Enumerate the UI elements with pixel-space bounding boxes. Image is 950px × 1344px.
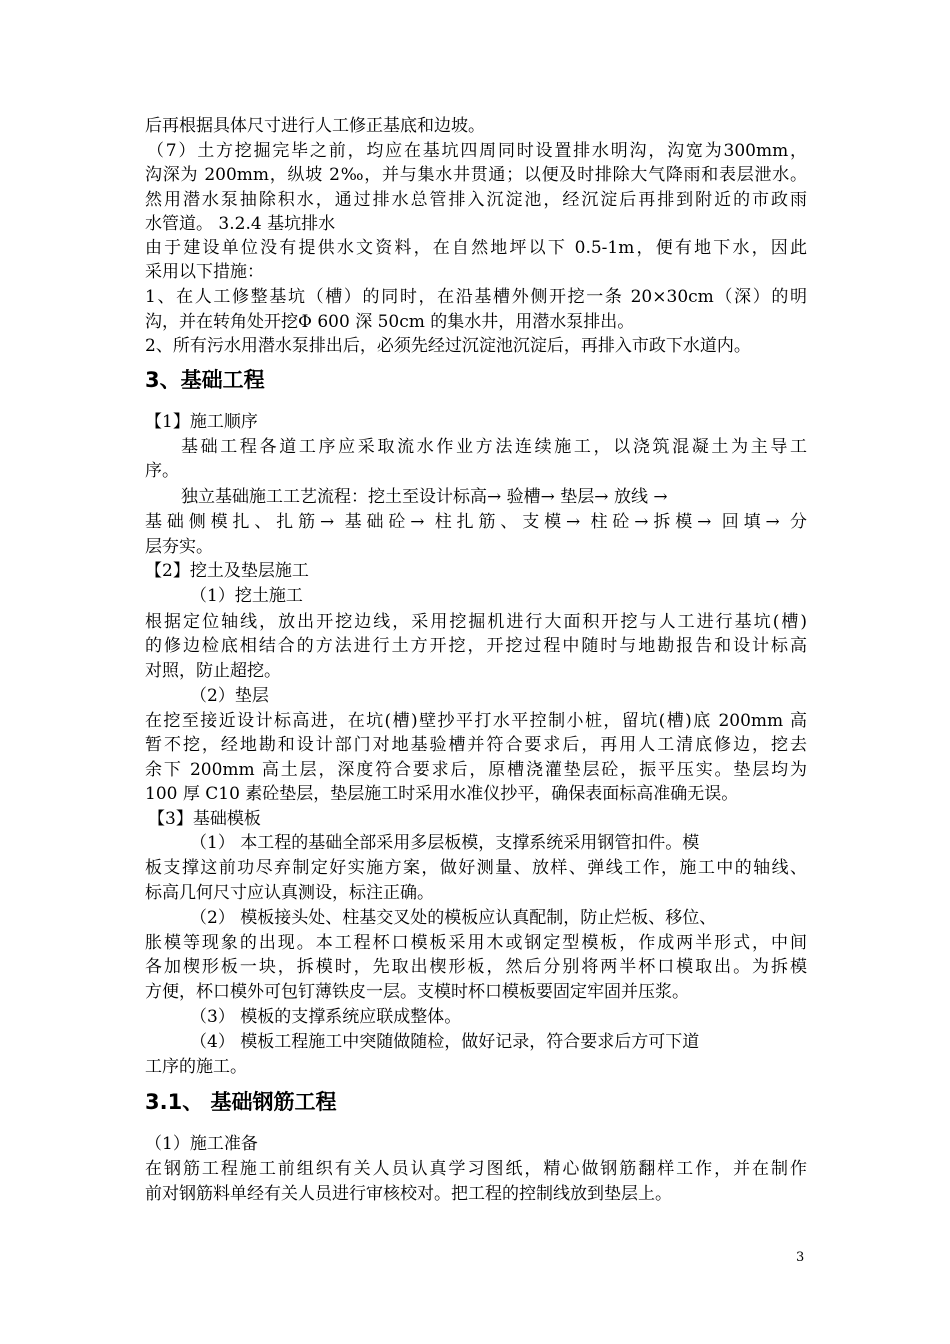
text-line: 层夯实。 — [145, 537, 213, 557]
text-line: 余下 200mm 高土层，深度符合要求后，原槽浇灌垫层砼，振平压实。垫层均为 — [145, 760, 807, 780]
text-line: （4） 模板工程施工中突随做随检，做好记录，符合要求后方可下道 — [190, 1032, 700, 1052]
text-line: 根据定位轴线，放出开挖边线，采用挖掘机进行大面积开挖与人工进行基坑(槽) — [145, 612, 807, 632]
text-line: 后再根据具体尺寸进行人工修正基底和边坡。 — [145, 116, 485, 136]
section-heading: 3、基础工程 — [145, 368, 265, 392]
text-line: 沟深为 200mm，纵坡 2‰，并与集水井贯通；以便及时排除大气降雨和表层泄水。 — [145, 165, 807, 185]
text-line: 100 厚 C10 素砼垫层，垫层施工时采用水准仪抄平，确保表面标高准确无误。 — [145, 784, 739, 804]
text-line: （3） 模板的支撑系统应联成整体。 — [190, 1007, 462, 1027]
text-line: 标高几何尺寸应认真测设，标注正确。 — [145, 883, 434, 903]
text-line: 在挖至接近设计标高进，在坑(槽)壁抄平打水平控制小桩，留坑(槽)底 200mm 高 — [145, 711, 807, 731]
text-line: 然用潜水泵抽除积水，通过排水总管排入沉淀池，经沉淀后再排到附近的市政雨 — [145, 190, 807, 210]
page-number: 3 — [796, 1250, 805, 1265]
text-line: 胀模等现象的出现。本工程杯口模板采用木或钢定型模板，作成两半形式，中间 — [145, 933, 807, 953]
text-line: 序。 — [145, 461, 179, 481]
text-line: 在钢筋工程施工前组织有关人员认真学习图纸，精心做钢筋翻样工作，并在制作 — [145, 1159, 807, 1179]
text-line: 2、所有污水用潜水泵排出后，必须先经过沉淀池沉淀后，再排入市政下水道内。 — [145, 336, 751, 356]
text-line: 工序的施工。 — [145, 1057, 247, 1077]
text-line: 【2】挖土及垫层施工 — [145, 561, 309, 581]
text-line: 基础侧模扎、扎筋→ 基础砼→ 柱扎筋、支模→ 柱砼→拆模→ 回填→ 分 — [145, 512, 807, 532]
text-line: 前对钢筋料单经有关人员进行审核校对。把工程的控制线放到垫层上。 — [145, 1184, 672, 1204]
text-line: 板支撑这前功尽弃制定好实施方案，做好测量、放样、弹线工作，施工中的轴线、 — [145, 858, 807, 878]
text-line: 暂不挖，经地勘和设计部门对地基验槽并符合要求后，再用人工清底修边，挖去 — [145, 735, 807, 755]
text-line: （2） 模板接头处、柱基交叉处的模板应认真配制，防止烂板、移位、 — [190, 908, 717, 928]
text-line: 1、在人工修整基坑（槽）的同时，在沿基槽外侧开挖一条 20×30cm（深）的明 — [145, 287, 807, 307]
section-heading: 3.1、 基础钢筋工程 — [145, 1090, 337, 1114]
text-line: 【1】施工顺序 — [145, 412, 258, 432]
text-line: （1） 本工程的基础全部采用多层板模，支撑系统采用钢管扣件。模 — [190, 833, 700, 853]
text-line: 沟，并在转角处开挖Φ 600 深 50cm 的集水井，用潜水泵排出。 — [145, 312, 635, 332]
text-line: （1）施工准备 — [145, 1134, 258, 1154]
text-line: 【3】基础模板 — [148, 809, 261, 829]
text-line: （1）挖土施工 — [190, 586, 303, 606]
text-line: 独立基础施工工艺流程：挖土至设计标高→ 验槽→ 垫层→ 放线 → — [181, 487, 668, 507]
text-line: 方便，杯口模外可包钉薄铁皮一层。支模时杯口模板要固定牢固并压浆。 — [145, 982, 689, 1002]
text-line: （2）垫层 — [190, 686, 269, 706]
text-line: 采用以下措施： — [145, 262, 264, 282]
text-line: 水管道。 3.2.4 基坑排水 — [145, 214, 336, 234]
text-line: 的修边检底相结合的方法进行土方开挖，开挖过程中随时与地勘报告和设计标高 — [145, 636, 807, 656]
text-line: （7）土方挖掘完毕之前，均应在基坑四周同时设置排水明沟，沟宽为300mm， — [147, 141, 807, 161]
text-line: 各加楔形板一块，拆模时，先取出楔形板，然后分别将两半杯口模取出。为拆模 — [145, 957, 807, 977]
text-line: 由于建设单位没有提供水文资料，在自然地坪以下 0.5-1m，便有地下水，因此 — [145, 238, 807, 258]
text-line: 基础工程各道工序应采取流水作业方法连续施工，以浇筑混凝土为主导工 — [181, 437, 807, 457]
text-line: 对照，防止超挖。 — [145, 661, 281, 681]
